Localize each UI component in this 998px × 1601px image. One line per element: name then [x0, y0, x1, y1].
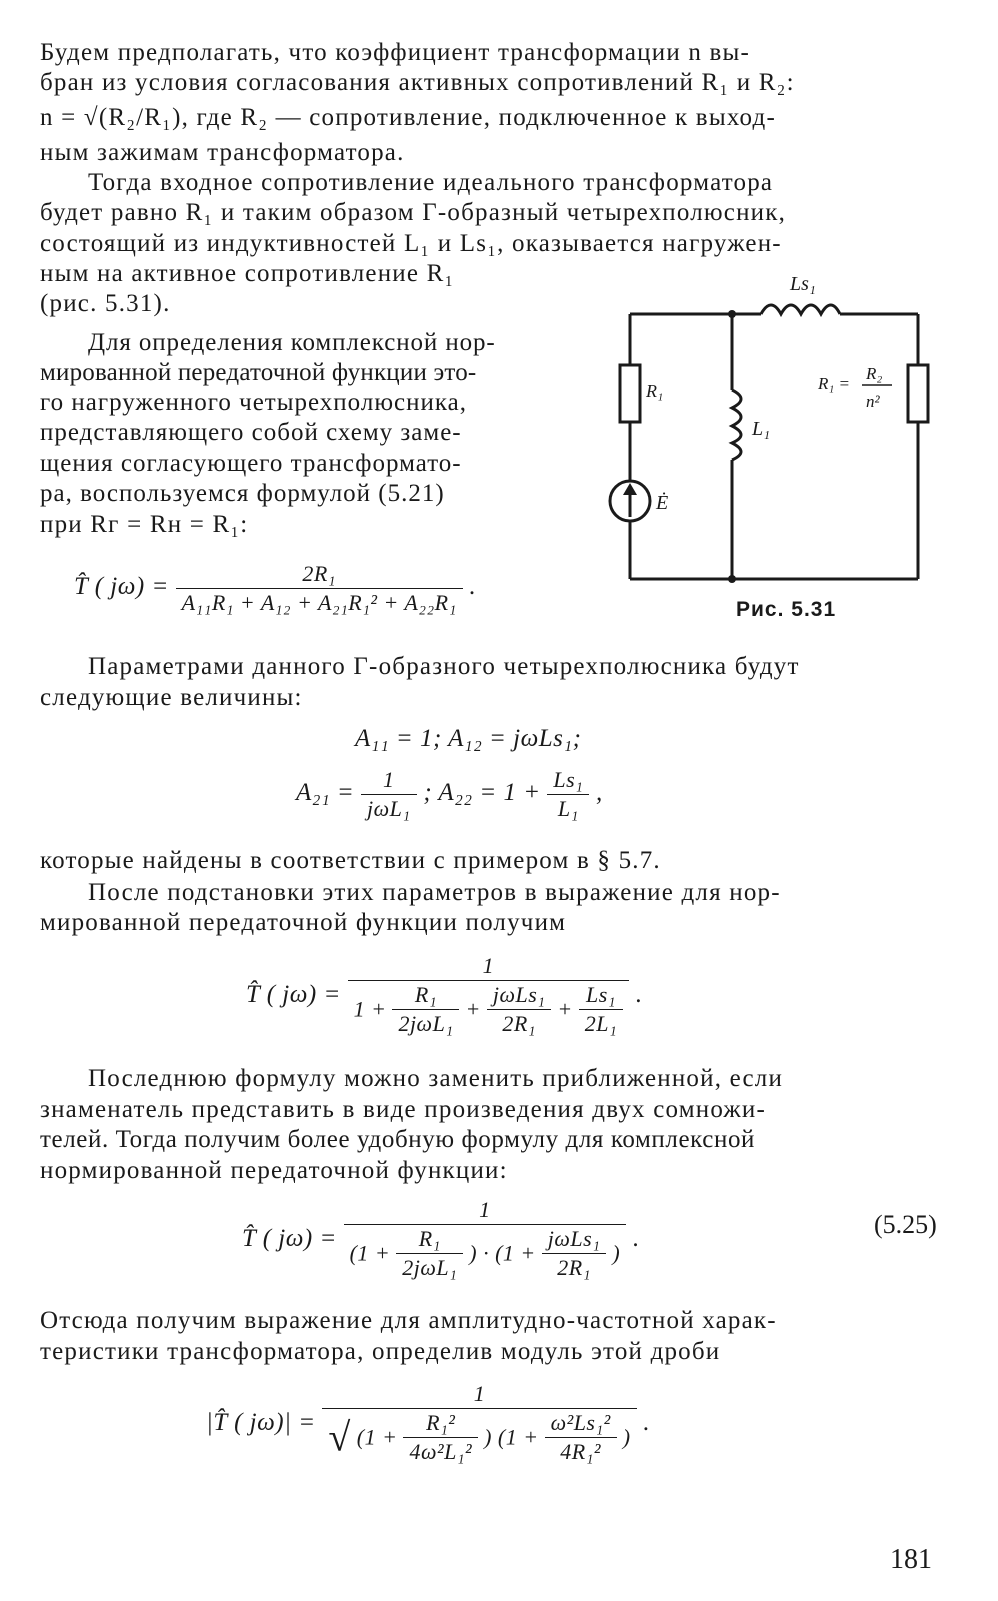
radical-sign: √ [328, 1414, 351, 1460]
fraction [403, 1409, 478, 1466]
label-l1: L₁ [752, 418, 771, 440]
fraction-numerator: R₁ [392, 981, 459, 1010]
equation-lhs: T̂ ( jω) = [74, 573, 169, 601]
text-line: при Rг = Rн = R₁: [40, 511, 249, 538]
paren-close: ) [612, 1240, 621, 1266]
label-r1-eq: R₁ = [818, 374, 851, 393]
equation-tail: . [469, 573, 477, 601]
text-line: Последнюю формулу можно заменить приближенной, если [88, 1065, 784, 1092]
text-line: которые найдены в соответствии с примером в § 5.7. [40, 847, 661, 874]
text-line: бран из условия согласования активных сопротивлений R₁ и R₂: [40, 69, 795, 96]
equation-lhs: T̂ ( jω) = [242, 1225, 337, 1252]
equation-tail: . [632, 1225, 640, 1252]
fraction [396, 1225, 463, 1282]
text-line: Отсюда получим выражение для амплитудно-частотной харак- [40, 1307, 777, 1334]
fraction-numerator: 1 [322, 1380, 636, 1409]
fraction-denominator: 2jωL₁ [402, 1255, 458, 1280]
fraction-denominator [344, 1225, 627, 1282]
label-n2: n² [866, 392, 880, 411]
label-e: Ė [656, 492, 669, 514]
fraction-denominator: A₁₁R₁ + A₁₂ + A₂₁R₁² + A₂₂R₁ [181, 590, 457, 615]
equation-params-row2 [296, 766, 603, 823]
plus-sign: + [465, 996, 481, 1022]
circuit-diagram [596, 265, 958, 595]
dot-operator: · [483, 1240, 490, 1266]
equation-tail: . [643, 1409, 651, 1436]
text-line: следующие величины: [40, 684, 303, 711]
junction-dot [728, 575, 736, 583]
fraction-numerator: 1 [344, 1196, 627, 1225]
equation-number: (5.25) [874, 1210, 937, 1239]
fraction-denominator: 4ω²L₁² [409, 1439, 473, 1464]
fraction-numerator: ω²Ls₁² [545, 1409, 617, 1438]
equation-amplitude-response [206, 1380, 650, 1466]
text-line: знаменатель представить в виде произведения двух сомножи- [40, 1096, 766, 1123]
fraction-denominator: 2R₁ [502, 1011, 536, 1036]
equation-part: ; A₂₂ = 1 + [423, 779, 541, 807]
inductor-l1 [732, 390, 741, 460]
equation-transfer-substituted [246, 952, 643, 1038]
fraction-denominator: 2jωL₁ [398, 1011, 454, 1036]
paren-close: ) [469, 1240, 478, 1266]
equation-lhs: |T̂ ( jω)| = [206, 1409, 316, 1436]
text-line: щения согласующего трансформато- [40, 450, 462, 477]
fraction-numerator: Ls₁ [547, 766, 589, 795]
junction-dot [728, 310, 736, 318]
paren-open: (1 + [349, 1240, 391, 1266]
fraction [547, 766, 589, 823]
text-line: ным зажимам трансформатора. [40, 139, 405, 166]
figure-caption: Рис. 5.31 [736, 598, 837, 621]
text-line: Параметрами данного Г-образного четырехполюсника будут [88, 653, 800, 680]
fraction-denominator [322, 1409, 636, 1466]
fraction [487, 981, 552, 1038]
resistor-r1 [620, 365, 640, 422]
fraction-denominator: 4R₁² [560, 1439, 601, 1464]
text-line: мированной передаточной функции получим [40, 909, 567, 936]
equation-transfer-approx [242, 1196, 640, 1282]
equation-params-row1: A₁₁ = 1; A₁₂ = jωLs₁; [355, 725, 582, 752]
text-line: (рис. 5.31). [40, 290, 171, 317]
fraction [322, 1380, 636, 1466]
text-line: телей. Тогда получим более удобную формулу для комплексной [40, 1126, 756, 1153]
fraction-numerator: jωLs₁ [487, 981, 552, 1010]
fraction-denominator: 2L₁ [584, 1011, 618, 1036]
text-line: ным на активное сопротивление R₁ [40, 260, 455, 287]
equation-tail: , [596, 779, 603, 807]
text-line: После подстановки этих параметров в выражение для нор- [88, 879, 781, 906]
fraction-denominator: 2R₁ [557, 1255, 591, 1280]
text-line: го нагруженного четырехполюсника, [40, 389, 467, 416]
paren-close: ) [622, 1424, 631, 1450]
paren-open: (1 + [497, 1424, 539, 1450]
equation-lhs: T̂ ( jω) = [246, 981, 341, 1008]
text-line: будет равно R₁ и таким образом Г-образный четырехполюсник, [40, 199, 787, 226]
fraction-numerator: R₁ [396, 1225, 463, 1254]
text-line: представляющего собой схему заме- [40, 419, 462, 446]
text-line: n = √(R₂/R₁), где R₂ — сопротивление, подключенное к выход- [40, 104, 776, 131]
equation-lhs: A₂₁ = [296, 779, 355, 807]
fraction [579, 981, 623, 1038]
text-line: состоящий из индуктивностей L₁ и Ls₁, оказывается нагружен- [40, 230, 782, 257]
fraction [542, 1225, 607, 1282]
inductor-ls1 [761, 305, 840, 314]
page-number: 181 [890, 1544, 932, 1575]
fraction-denominator: L₁ [557, 796, 579, 821]
fraction [361, 766, 417, 823]
label-r2: R₂ [866, 364, 883, 383]
fraction [545, 1409, 617, 1466]
fraction-numerator: 2R₁ [176, 560, 463, 589]
plus-sign: + [557, 996, 573, 1022]
paren-close: ) [484, 1424, 492, 1450]
paren-open: (1 + [495, 1240, 536, 1266]
fraction-numerator: R₁² [403, 1409, 478, 1438]
denominator-part: 1 + [353, 996, 387, 1022]
text-line: Тогда входное сопротивление идеального трансформатора [88, 169, 774, 196]
label-ls1: Ls₁ [790, 273, 816, 295]
fraction [392, 981, 459, 1038]
fraction-numerator: jωLs₁ [542, 1225, 607, 1254]
fraction [344, 1196, 627, 1282]
equation-tail: . [635, 981, 643, 1008]
fraction [176, 560, 463, 617]
fraction-numerator: 1 [361, 766, 417, 795]
fraction-denominator [348, 981, 630, 1038]
text-line: нормированной передаточной функции: [40, 1157, 508, 1184]
text-line: мированной передаточной функции это- [40, 359, 477, 386]
fraction [348, 952, 630, 1038]
fraction-numerator: Ls₁ [579, 981, 623, 1010]
label-r1: R₁ [646, 381, 664, 401]
equation-transfer-general [74, 560, 476, 617]
fraction-denominator: jωL₁ [367, 796, 411, 821]
resistor-r1-load [908, 365, 928, 422]
text-line: ра, воспользуемся формулой (5.21) [40, 480, 445, 507]
text-line: Будем предполагать, что коэффициент трансформации n вы- [40, 39, 751, 66]
fraction-numerator: 1 [348, 952, 630, 981]
paren-open: (1 + [356, 1424, 398, 1450]
text-line: теристики трансформатора, определив модуль этой дроби [40, 1338, 721, 1365]
text-line: Для определения комплексной нор- [88, 329, 496, 356]
